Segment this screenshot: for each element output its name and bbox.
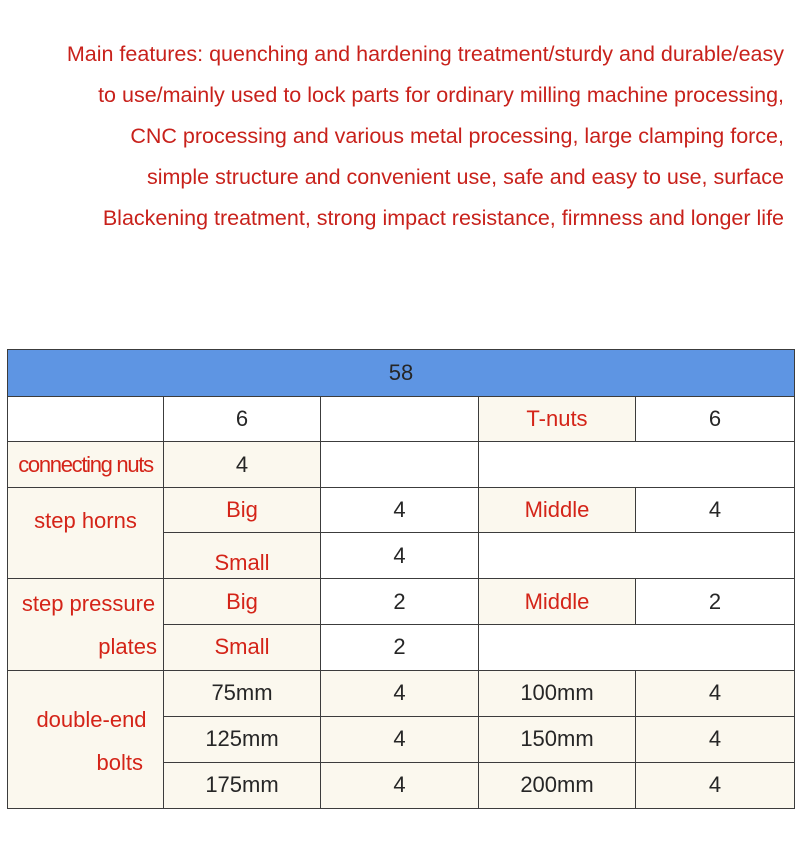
bolt-quantity-cell: 4 <box>321 762 479 808</box>
pressure-plates-small-label: Small <box>164 624 321 670</box>
double-end-bolts-label-line2: bolts <box>96 750 143 776</box>
step-horns-middle-label: Middle <box>479 488 636 533</box>
empty-cell <box>479 624 795 670</box>
bolt-size-cell: 100mm <box>479 670 636 716</box>
empty-cell <box>321 442 479 488</box>
step-pressure-plates-label-line2: plates <box>98 633 157 659</box>
double-end-bolts-label-line1: double-end <box>36 707 147 733</box>
table-row <box>8 442 795 488</box>
connecting-nuts-quantity: 4 <box>164 442 321 488</box>
t-nuts-quantity: 6 <box>636 397 795 442</box>
main-features-text <box>0 34 784 239</box>
bolt-size-cell: 125mm <box>164 716 321 762</box>
bolt-quantity-cell: 4 <box>321 716 479 762</box>
step-horns-small-quantity: 4 <box>321 533 479 579</box>
step-pressure-plates-label <box>8 579 164 670</box>
step-horns-big-quantity: 4 <box>321 488 479 533</box>
connecting-nuts-label: connecting nuts <box>8 442 164 488</box>
bolt-quantity-cell: 4 <box>636 670 795 716</box>
step-horns-big-label: Big <box>164 488 321 533</box>
pressure-plates-big-label: Big <box>164 579 321 624</box>
bolt-quantity-cell: 4 <box>321 670 479 716</box>
table-row <box>8 579 795 624</box>
features-line: Blackening treatment, strong impact resistance, firmness and longer life <box>102 206 784 230</box>
table-row <box>8 397 795 442</box>
pressure-plates-small-quantity: 2 <box>321 624 479 670</box>
quantity-cell: 6 <box>164 397 321 442</box>
features-line: to use/mainly used to lock parts for ordinary milling machine processing, <box>98 83 784 107</box>
bolt-size-cell: 200mm <box>479 762 636 808</box>
empty-cell <box>321 397 479 442</box>
pressure-plates-big-quantity: 2 <box>321 579 479 624</box>
step-pressure-plates-label-line1: step pressure <box>21 590 156 616</box>
bolt-size-cell: 175mm <box>164 762 321 808</box>
bolt-quantity-cell: 4 <box>636 716 795 762</box>
pressure-plates-middle-label: Middle <box>479 579 636 624</box>
table-row <box>8 488 795 533</box>
t-nuts-label: T-nuts <box>479 397 636 442</box>
step-horns-small-label: Small <box>164 533 321 579</box>
step-horns-middle-quantity: 4 <box>636 488 795 533</box>
features-line: CNC processing and various metal processing, large clamping force, <box>130 124 784 148</box>
spec-table <box>7 349 795 809</box>
step-horns-label: step horns <box>8 488 164 579</box>
bolt-size-cell: 75mm <box>164 670 321 716</box>
empty-cell <box>479 442 795 488</box>
table-header-row <box>8 350 795 397</box>
features-line: Main features: quenching and hardening treatment/sturdy and durable/easy <box>66 42 784 66</box>
pressure-plates-middle-quantity: 2 <box>636 579 795 624</box>
table-row <box>8 670 795 716</box>
features-line: simple structure and convenient use, safe and easy to use, surface <box>146 165 784 189</box>
empty-cell <box>479 533 795 579</box>
bolt-size-cell: 150mm <box>479 716 636 762</box>
table-header-cell: 58 <box>8 350 795 397</box>
empty-cell <box>8 397 164 442</box>
bolt-quantity-cell: 4 <box>636 762 795 808</box>
double-end-bolts-label <box>8 670 164 808</box>
